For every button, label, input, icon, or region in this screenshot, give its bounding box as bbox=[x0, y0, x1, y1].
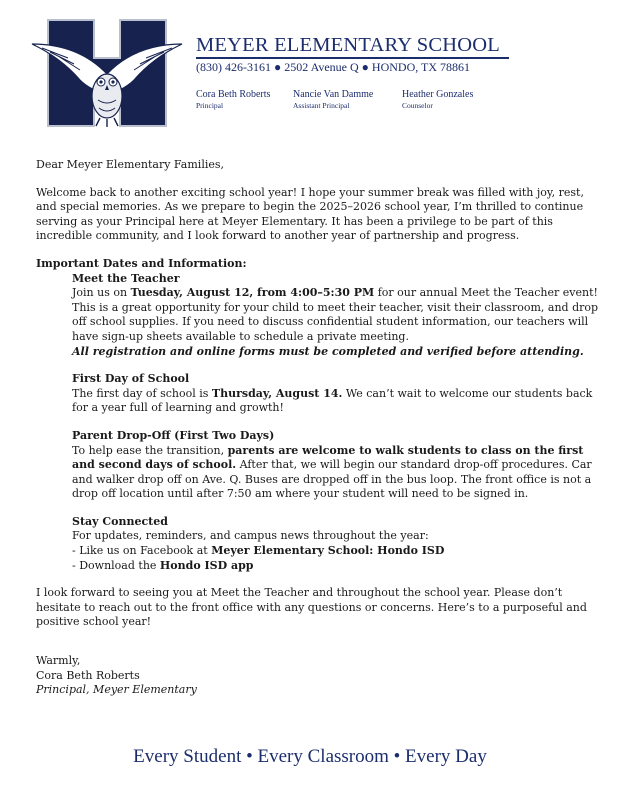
registration-note: All registration and online forms must be completed and verified before attending. bbox=[72, 344, 584, 358]
staff-principal bbox=[196, 89, 270, 110]
dropoff-highlight: parents are welcome to walk students to class on the first and second days of school. bbox=[72, 443, 584, 472]
section-text bbox=[72, 387, 604, 416]
staff-role: Principal bbox=[196, 101, 224, 110]
intro-sentence: As we prepare to begin the 2025–2026 school year, I’m thrilled to continue serving as your Principal here at Meyer Elementary. It has been a privilege to be part of this incredible community, and I look forward to another year of partnership and progress. bbox=[36, 200, 584, 243]
staff-role: Assistant Principal bbox=[293, 101, 350, 110]
intro-paragraph bbox=[36, 186, 604, 244]
text-run: - Download the bbox=[72, 558, 160, 572]
signer-name: Cora Beth Roberts bbox=[36, 668, 140, 682]
list-item bbox=[72, 559, 604, 574]
text-run: for our annual Meet the Teacher event! This is a great opportunity for your child to meet their teacher, visit their classroom, and drop off school supplies. If you need to discuss confidential student information, our teachers will have sign-up sheets available to schedule a private meeting. bbox=[72, 286, 599, 343]
text-run: - Like us on Facebook at bbox=[72, 544, 212, 558]
staff-name: Cora Beth Roberts bbox=[196, 89, 271, 100]
list-item bbox=[72, 544, 604, 559]
school-contact-line: (830) 426-3161 ● 2502 Avenue Q ● HONDO, TX 78861 bbox=[196, 60, 471, 74]
staff-role: Counselor bbox=[402, 101, 433, 110]
letterhead bbox=[0, 0, 620, 150]
section-text: For updates, reminders, and campus news throughout the year: bbox=[72, 529, 429, 543]
text-run: Join us on bbox=[72, 286, 131, 300]
text-run: To help ease the transition, bbox=[72, 443, 228, 457]
intro-sentence: Welcome back to another exciting school year! I hope your summer break was filled with joy, rest, and special memories. bbox=[36, 185, 584, 214]
signoff: Warmly, bbox=[36, 654, 81, 668]
text-run: The first day of school is bbox=[72, 386, 212, 400]
closing-paragraph: I look forward to seeing you at Meet the Teacher and throughout the school year. Please don’t hesitate to reach out to the front office with any questions or concerns. Here’s to a purposeful and positive school year! bbox=[36, 586, 587, 629]
school-logo-owl-h-icon bbox=[28, 14, 186, 132]
signer-title: Principal, Meyer Elementary bbox=[36, 683, 197, 697]
text-run: After that, we will begin our standard drop-off procedures. Car and walker drop off on Ave. Q. Buses are dropped off in the bus loop. The front office is not a drop off location until after 7:50 am where your student will need to be signed in. bbox=[72, 458, 592, 501]
app-name: Hondo ISD app bbox=[159, 558, 254, 572]
letter-body bbox=[36, 158, 604, 698]
first-day-date: Thursday, August 14. bbox=[211, 386, 343, 400]
staff-name: Heather Gonzales bbox=[402, 89, 474, 100]
event-datetime: Tuesday, August 12, from 4:00–5:30 PM bbox=[130, 286, 375, 300]
footer-motto: Every Student • Every Classroom • Every Day bbox=[133, 746, 487, 767]
facebook-page-name: Meyer Elementary School: Hondo ISD bbox=[211, 544, 445, 558]
stay-connected-section bbox=[36, 515, 604, 573]
dates-heading: Important Dates and Information: bbox=[36, 256, 247, 270]
text-run: We can’t wait to welcome our students back for a year full of learning and growth! bbox=[72, 386, 593, 415]
meet-teacher-section bbox=[36, 272, 604, 360]
section-title: Parent Drop-Off (First Two Days) bbox=[72, 428, 275, 442]
first-day-section bbox=[36, 372, 604, 416]
section-title: Stay Connected bbox=[72, 514, 168, 528]
greeting: Dear Meyer Elementary Families, bbox=[36, 158, 225, 171]
staff-name: Nancie Van Damme bbox=[293, 89, 374, 100]
staff-assistant-principal bbox=[293, 89, 373, 110]
section-text bbox=[72, 444, 604, 502]
section-text bbox=[72, 286, 604, 344]
school-name: MEYER ELEMENTARY SCHOOL bbox=[196, 34, 501, 56]
header-rule bbox=[196, 57, 509, 59]
dropoff-section bbox=[36, 429, 604, 502]
section-title: Meet the Teacher bbox=[72, 271, 180, 285]
staff-counselor bbox=[402, 89, 473, 110]
section-title: First Day of School bbox=[72, 372, 190, 386]
